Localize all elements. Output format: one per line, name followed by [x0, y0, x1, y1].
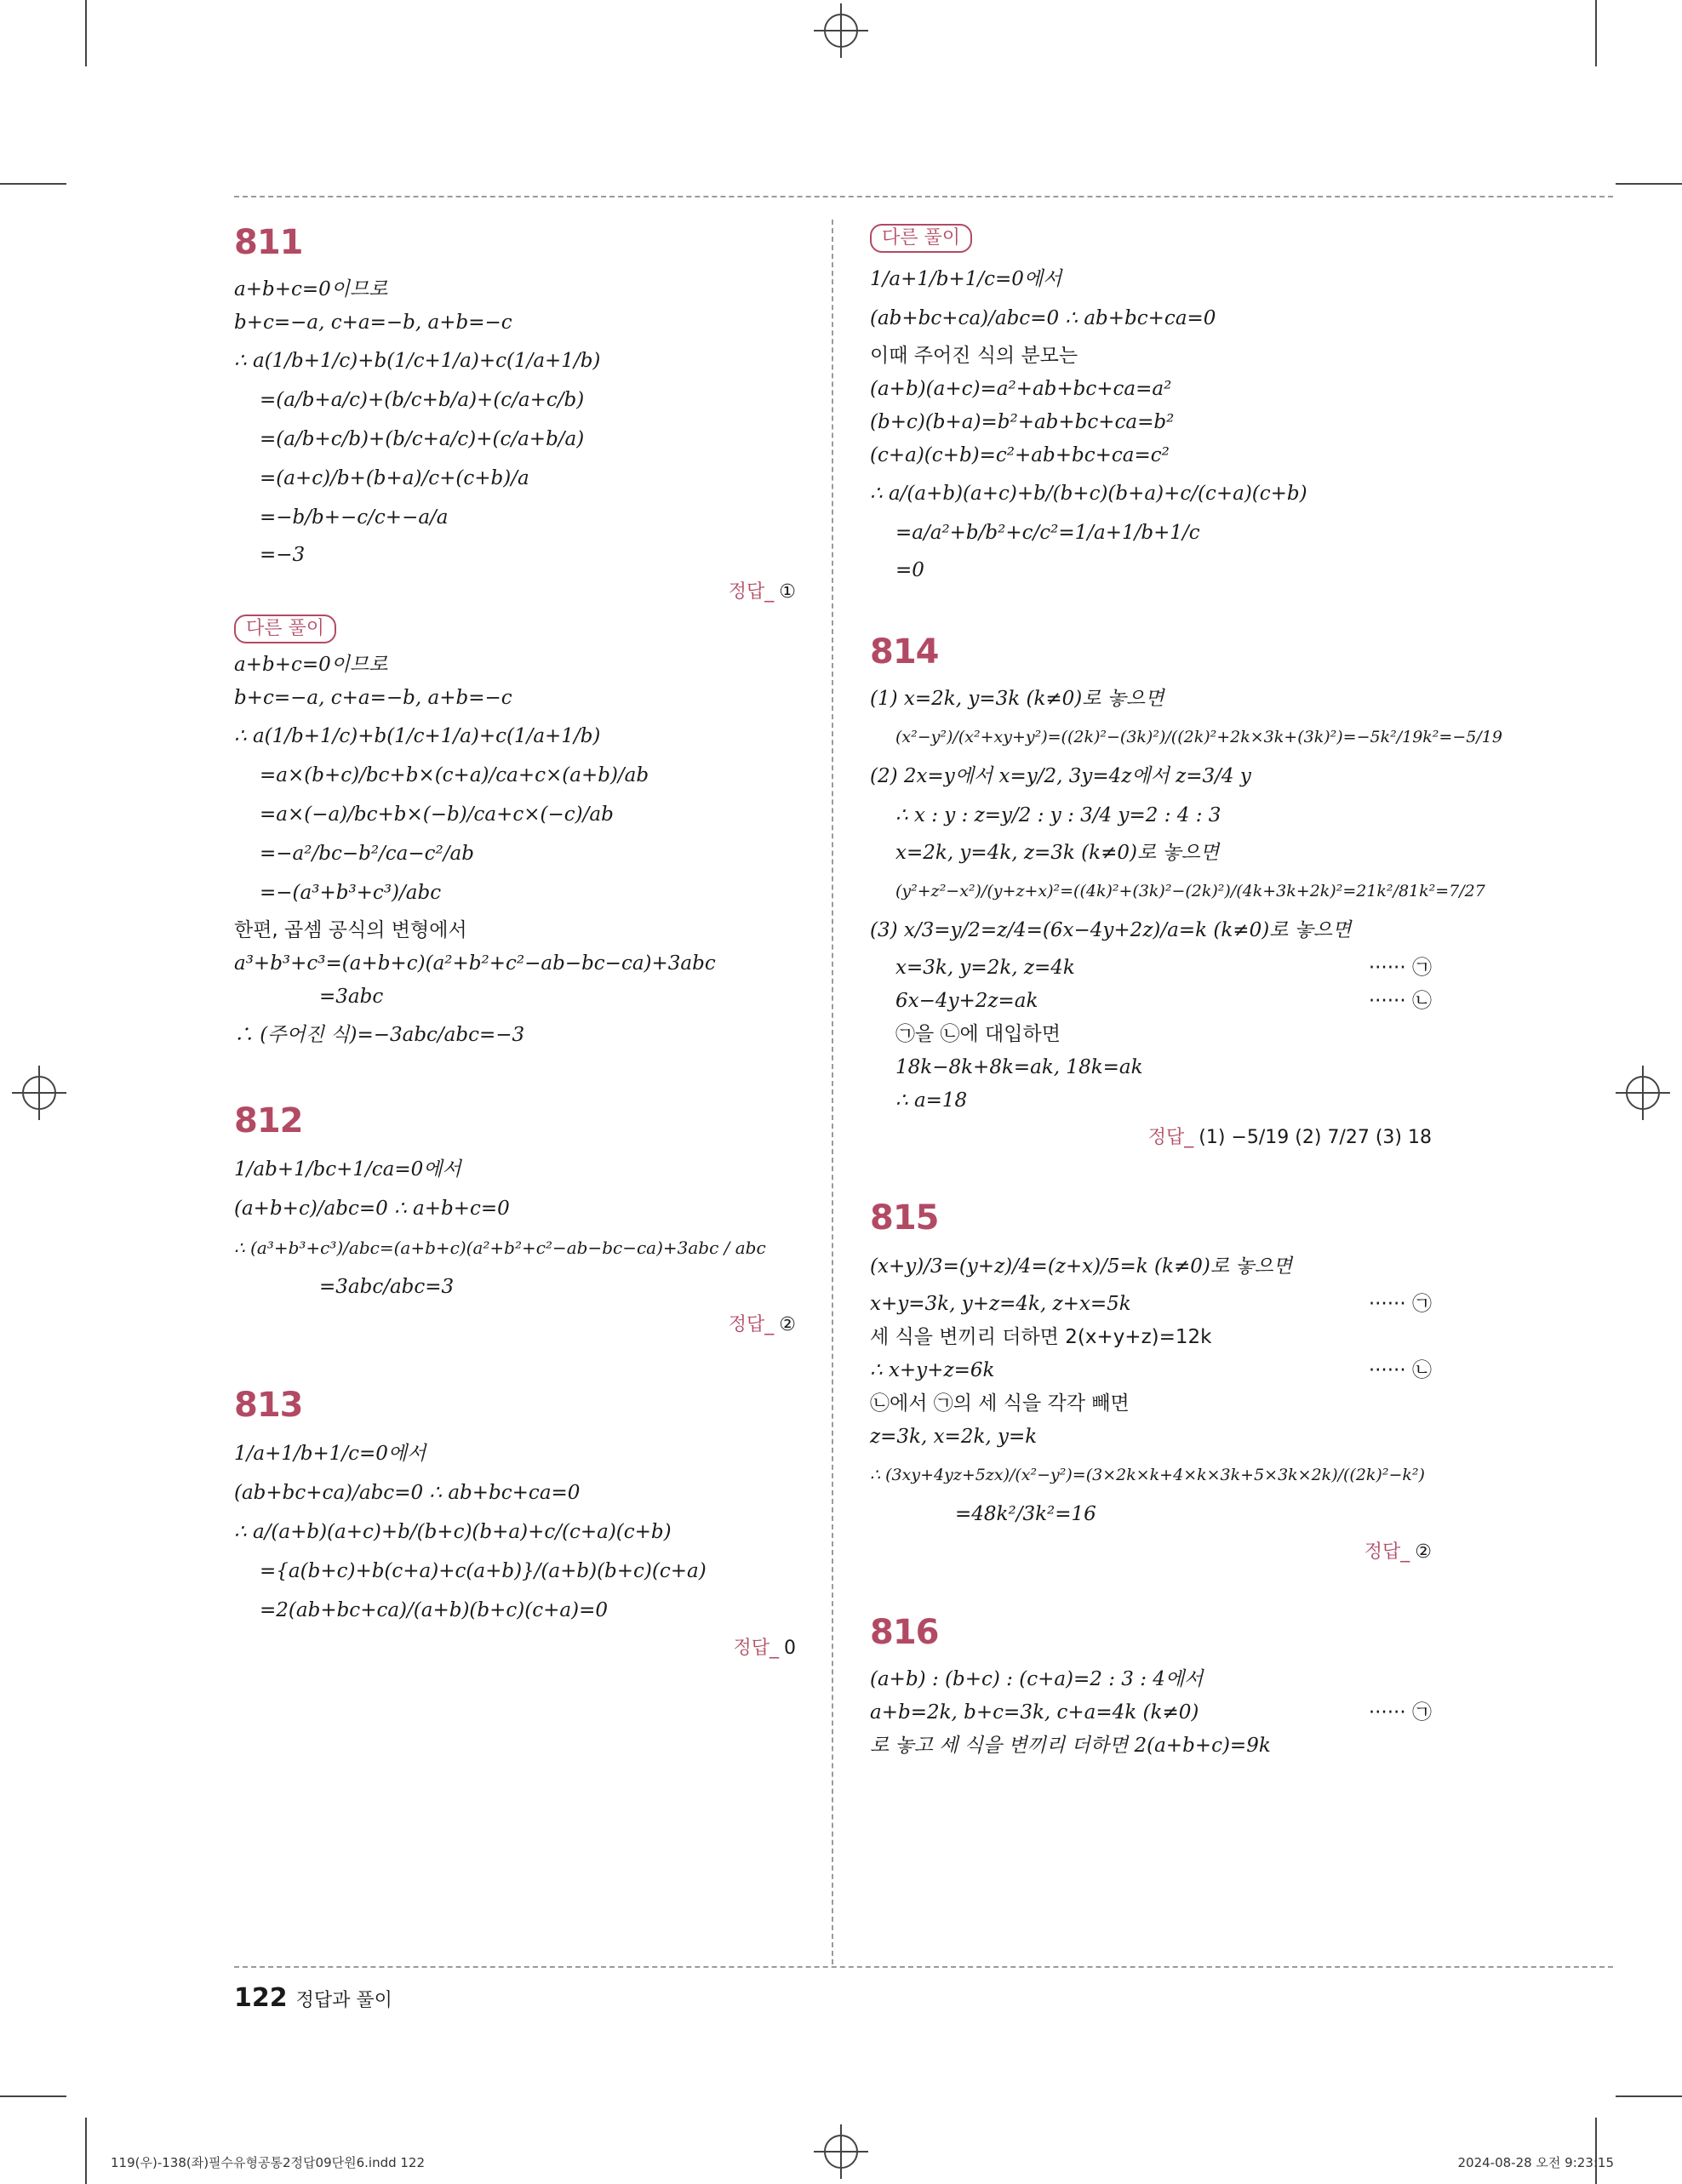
left-column	[234, 217, 796, 1664]
solution-line: ∴ a/(a+b)(a+c)+b/(b+c)(b+a)+c/(c+a)(c+b)	[234, 1521, 672, 1543]
equation-marker: ······ ㉡	[1368, 1359, 1432, 1381]
solution-line: 1/ab+1/bc+1/ca=0에서	[234, 1158, 461, 1181]
spacer	[234, 1341, 796, 1380]
page-number: 122	[234, 1983, 288, 2013]
solution-line: 한편, 곱셈 공식의 변형에서	[234, 919, 467, 941]
column-divider	[832, 220, 833, 1964]
spacer	[870, 1568, 1432, 1607]
problem-812	[234, 1095, 796, 1341]
solution-line: =3abc/abc=3	[319, 1276, 455, 1298]
solution-line: (y²+z²−x²)/(y+z+x)²=((4k)²+(3k)²−(2k)²)/(4k+3k+2k)²=21k²/81k²=7/27	[895, 882, 1485, 900]
spacer	[234, 1056, 796, 1095]
solution-line: =−a²/bc−b²/ca−c²/ab	[260, 843, 474, 865]
solution-line: =0	[895, 559, 924, 581]
solution-line	[870, 1288, 1432, 1321]
top-divider	[234, 196, 1613, 197]
solution-line: (a+b) : (b+c) : (c+a)=2 : 3 : 4에서	[870, 1668, 1204, 1690]
solution-line: (c+a)(c+b)=c²+ab+bc+ca=c²	[870, 444, 1170, 466]
equation-marker: ······ ㉠	[1368, 1293, 1432, 1315]
slug-file-info: 119(우)-138(좌)필수유형공통2정답09단원6.indd 122	[111, 2155, 426, 2170]
solution-line: =−(a³+b³+c³)/abc	[260, 882, 442, 904]
solution-line: 세 식을 변끼리 더하면 2(x+y+z)=12k	[870, 1326, 1212, 1348]
answer-line	[870, 1537, 1432, 1568]
solution-line: 1/a+1/b+1/c=0에서	[870, 268, 1062, 290]
answer-value: (1) −5/19 (2) 7/27 (3) 18	[1199, 1127, 1432, 1148]
solution-line	[870, 1354, 1432, 1387]
solution-text: ∴ x+y+z=6k	[870, 1359, 995, 1381]
registration-mark-left	[12, 1066, 66, 1120]
solution-line: x=2k, y=4k, z=3k (k≠0)로 놓으면	[895, 842, 1220, 864]
equation-marker: ······ ㉠	[1368, 1701, 1432, 1724]
solution-line: ∴ (주어진 식)=−3abc/abc=−3	[234, 1024, 525, 1046]
solution-line: (ab+bc+ca)/abc=0 ∴ ab+bc+ca=0	[234, 1482, 581, 1504]
right-column	[870, 217, 1502, 1763]
equation-marker: ······ ㉡	[1368, 990, 1432, 1012]
solution-line: (ab+bc+ca)/abc=0 ∴ ab+bc+ca=0	[870, 307, 1216, 329]
solution-line: ∴ a=18	[895, 1089, 968, 1112]
answer-label: 정답_	[1364, 1541, 1410, 1563]
solution-line: =2(ab+bc+ca)/(a+b)(b+c)(c+a)=0	[260, 1599, 608, 1621]
crop-mark	[1616, 2095, 1682, 2097]
problem-number: 812	[234, 1101, 303, 1141]
solution-line	[870, 952, 1432, 985]
solution-line: (1) x=2k, y=3k (k≠0)로 놓으면	[870, 688, 1164, 710]
solution-line: ∴ (3xy+4yz+5zx)/(x²−y²)=(3×2k×k+4×k×3k+5×3k×2k)/((2k)²−k²)	[870, 1466, 1425, 1484]
problem-number: 815	[870, 1198, 939, 1238]
solution-line: (3) x/3=y/2=z/4=(6x−4y+2z)/a=k (k≠0)로 놓으면	[870, 919, 1352, 941]
crop-mark	[1616, 183, 1682, 185]
crop-mark	[85, 2118, 87, 2184]
answer-line	[870, 1123, 1432, 1153]
answer-label: 정답_	[728, 581, 775, 603]
solution-line: ㉠을 ㉡에 대입하면	[895, 1023, 1061, 1045]
solution-line: (2) 2x=y에서 x=y/2, 3y=4z에서 z=3/4 y	[870, 765, 1251, 787]
page-footer	[234, 1983, 392, 2013]
solution-line: a+b+c=0이므로	[234, 654, 388, 676]
solution-line	[870, 985, 1432, 1018]
solution-line: a+b+c=0이므로	[234, 278, 388, 300]
registration-mark-bottom	[814, 2124, 868, 2179]
solution-line: =a/a²+b/b²+c/c²=1/a+1/b+1/c	[895, 522, 1200, 544]
section-title: 정답과 풀이	[295, 1990, 392, 2011]
slug-timestamp: 2024-08-28 오전 9:23:15	[1457, 2155, 1614, 2170]
solution-text: x=3k, y=2k, z=4k	[895, 957, 1075, 979]
solution-line: =48k²/3k²=16	[955, 1503, 1096, 1525]
problem-number: 811	[234, 223, 303, 262]
alt-solution-badge: 다른 풀이	[870, 224, 972, 253]
answer-label: 정답_	[1147, 1127, 1194, 1148]
answer-label: 정답_	[728, 1314, 775, 1335]
solution-line: =(a/b+a/c)+(b/c+b/a)+(c/a+c/b)	[260, 389, 585, 411]
problem-number: 813	[234, 1386, 303, 1425]
problem-815	[870, 1192, 1432, 1568]
solution-line: ㉡에서 ㉠의 세 식을 각각 빼면	[870, 1392, 1130, 1415]
problem-number: 816	[870, 1613, 939, 1652]
solution-line: ∴ a(1/b+1/c)+b(1/c+1/a)+c(1/a+1/b)	[234, 350, 601, 372]
solution-line: ∴ x : y : z=y/2 : y : 3/4 y=2 : 4 : 3	[895, 804, 1221, 826]
solution-line: ∴ a/(a+b)(a+c)+b/(b+c)(b+a)+c/(c+a)(c+b)	[870, 483, 1307, 505]
solution-text: 6x−4y+2z=ak	[895, 990, 1038, 1012]
solution-line: z=3k, x=2k, y=k	[870, 1426, 1038, 1448]
solution-line: b+c=−a, c+a=−b, a+b=−c	[234, 312, 512, 334]
bottom-divider	[234, 1966, 1613, 1968]
solution-line: (b+c)(b+a)=b²+ab+bc+ca=b²	[870, 411, 1175, 433]
registration-mark-top	[814, 3, 868, 58]
crop-mark	[85, 0, 87, 66]
solution-text: a+b=2k, b+c=3k, c+a=4k (k≠0)	[870, 1701, 1199, 1724]
equation-marker: ······ ㉠	[1368, 957, 1432, 979]
solution-line: (x²−y²)/(x²+xy+y²)=((2k)²−(3k)²)/((2k)²+2k×3k+(3k)²)=−5k²/19k²=−5/19	[895, 728, 1502, 746]
answer-line	[234, 1310, 796, 1341]
solution-line: 18k−8k+8k=ak, 18k=ak	[895, 1056, 1143, 1078]
crop-mark	[1595, 0, 1597, 66]
solution-line: b+c=−a, c+a=−b, a+b=−c	[234, 687, 512, 709]
registration-mark-right	[1616, 1066, 1670, 1120]
answer-label: 정답_	[733, 1638, 779, 1659]
problem-811	[234, 217, 796, 1053]
solution-line: =(a/b+c/b)+(b/c+a/c)+(c/a+b/a)	[260, 428, 585, 450]
problem-816	[870, 1607, 1432, 1763]
problem-813-alt	[870, 217, 1432, 587]
answer-line	[234, 577, 796, 608]
answer-value: ②	[779, 1314, 796, 1335]
problem-814	[870, 626, 1502, 1153]
solution-line: a³+b³+c³=(a+b+c)(a²+b²+c²−ab−bc−ca)+3abc	[234, 952, 716, 975]
solution-line: =−b/b+−c/c+−a/a	[260, 506, 449, 529]
solution-line: =a×(b+c)/bc+b×(c+a)/ca+c×(a+b)/ab	[260, 764, 649, 786]
problem-813	[234, 1380, 796, 1664]
crop-mark	[0, 2095, 66, 2097]
answer-value: 0	[784, 1638, 796, 1659]
solution-line: ∴ a(1/b+1/c)+b(1/c+1/a)+c(1/a+1/b)	[234, 725, 601, 747]
solution-line: (a+b+c)/abc=0 ∴ a+b+c=0	[234, 1198, 510, 1220]
solution-line: ∴ (a³+b³+c³)/abc=(a+b+c)(a²+b²+c²−ab−bc−ca)+3abc / abc	[234, 1238, 766, 1258]
crop-mark	[1595, 2118, 1597, 2184]
solution-line: (x+y)/3=(y+z)/4=(z+x)/5=k (k≠0)로 놓으면	[870, 1255, 1292, 1278]
solution-line: (a+b)(a+c)=a²+ab+bc+ca=a²	[870, 378, 1172, 400]
crop-mark	[0, 183, 66, 185]
solution-line: =(a+c)/b+(b+a)/c+(c+b)/a	[260, 467, 529, 489]
solution-line: =3abc	[319, 986, 384, 1008]
problem-number: 814	[870, 632, 939, 672]
solution-line: ={a(b+c)+b(c+a)+c(a+b)}/(a+b)(b+c)(c+a)	[260, 1560, 707, 1582]
solution-line: 1/a+1/b+1/c=0에서	[234, 1443, 426, 1465]
solution-line: 로 놓고 세 식을 변끼리 더하면 2(a+b+c)=9k	[870, 1735, 1271, 1757]
solution-line: =−3	[260, 544, 306, 566]
alt-solution-badge: 다른 풀이	[234, 615, 336, 643]
answer-line	[234, 1633, 796, 1664]
solution-text: x+y=3k, y+z=4k, z+x=5k	[870, 1293, 1131, 1315]
answer-value: ①	[779, 581, 796, 603]
solution-line: 이때 주어진 식의 분모는	[870, 345, 1078, 367]
solution-line: =a×(−a)/bc+b×(−b)/ca+c×(−c)/ab	[260, 803, 614, 826]
spacer	[870, 1153, 1432, 1192]
spacer	[870, 587, 1432, 626]
solution-line	[870, 1696, 1432, 1729]
answer-value: ②	[1415, 1541, 1432, 1563]
